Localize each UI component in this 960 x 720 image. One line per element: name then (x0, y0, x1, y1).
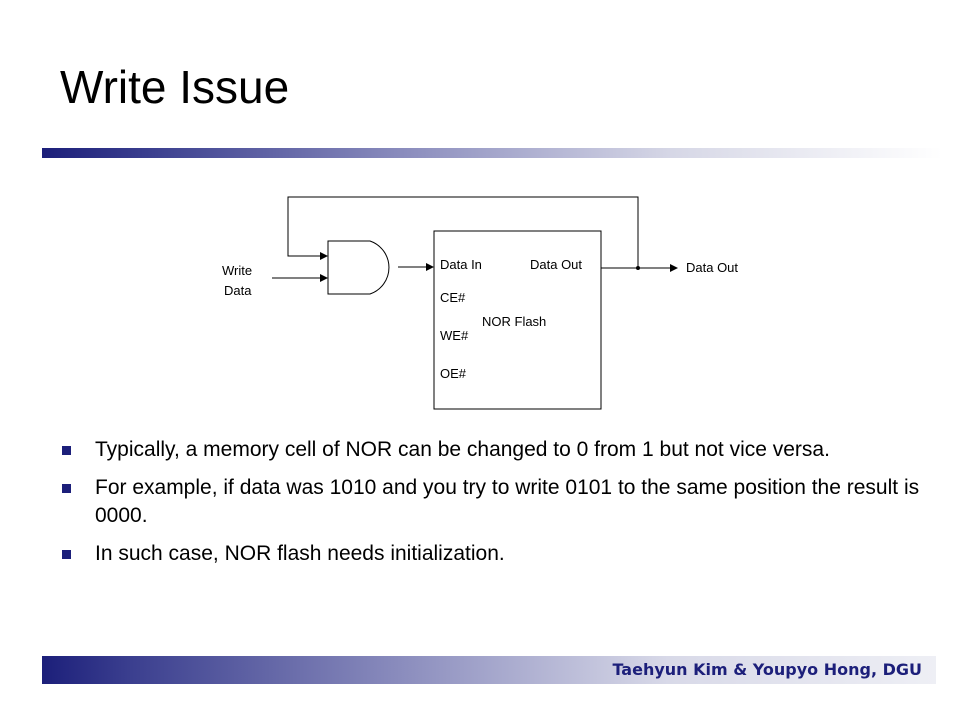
pin-data-in: Data In (440, 257, 482, 272)
bullet-item (60, 436, 920, 464)
input-label-data: Data (224, 283, 252, 298)
gate-output-arrowhead (426, 263, 434, 271)
slide-title: Write Issue (60, 61, 290, 113)
footer-credit: Taehyun Kim & Youpyo Hong, DGU (612, 660, 922, 679)
data-out-arrowhead (670, 264, 678, 272)
bullet-item (60, 474, 920, 530)
footer-bar (42, 656, 936, 684)
bullet-item (60, 540, 920, 568)
bullet-list (60, 436, 920, 578)
nor-flash-write-diagram (200, 180, 780, 420)
input-label-write: Write (222, 263, 253, 278)
pin-we: WE# (440, 328, 469, 343)
output-label: Data Out (686, 260, 739, 275)
pin-oe: OE# (440, 366, 467, 381)
bullet-text: In such case, NOR flash needs initialization. (95, 542, 505, 565)
write-data-arrowhead (320, 274, 328, 282)
pin-data-out: Data Out (530, 257, 583, 272)
and-gate (328, 241, 389, 294)
square-bullet-icon (62, 550, 71, 559)
square-bullet-icon (62, 446, 71, 455)
junction-dot (636, 266, 640, 270)
title-divider (42, 148, 942, 158)
chip-name: NOR Flash (482, 314, 547, 329)
bullet-text: For example, if data was 1010 and you try to write 0101 to the same position the result is 0000. (95, 476, 920, 527)
bullet-text: Typically, a memory cell of NOR can be changed to 0 from 1 but not vice versa. (95, 438, 830, 461)
feedback-arrowhead (320, 252, 328, 260)
pin-ce: CE# (440, 290, 466, 305)
square-bullet-icon (62, 484, 71, 493)
